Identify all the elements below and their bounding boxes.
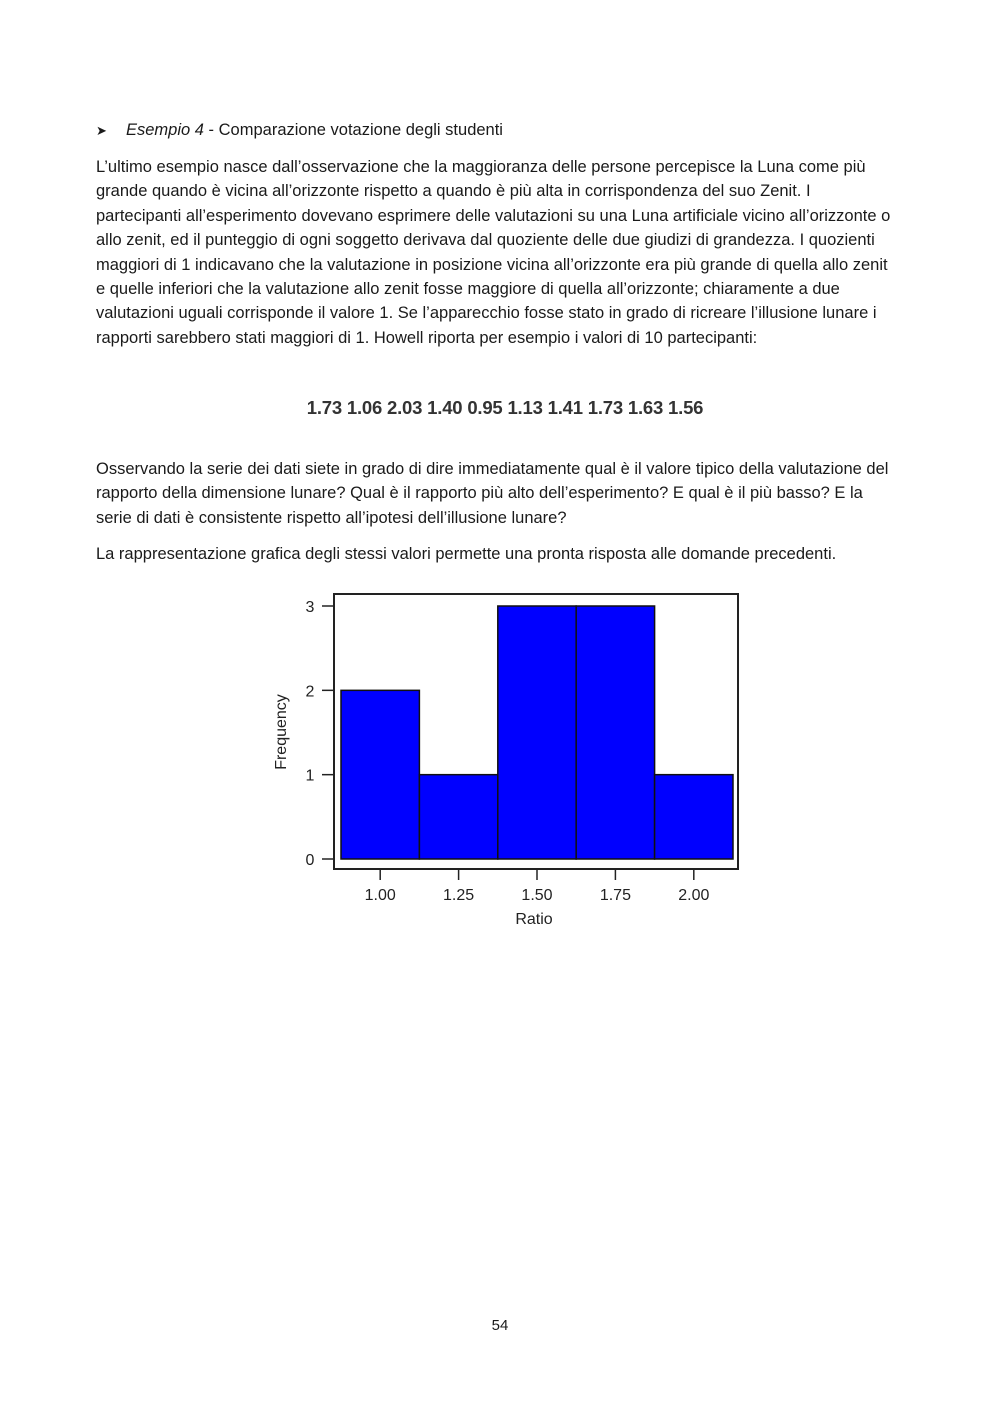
histogram-bar — [341, 690, 419, 859]
y-axis — [306, 599, 334, 869]
paragraph-intro: L’ultimo esempio nasce dall’osservazione che la maggioranza delle persone percepisce la Luna come più grande quando è vicina all’orizzonte rispetto a quando è più alta in corrispondenza del suo Zenit. I partecipanti all’esperimento dovevano esprimere delle valutazioni su una Luna artificiale vicino all’orizzonte o allo zenit, ed il punteggio di ogni soggetto derivava dal quoziente delle due giudizi di grandezza. I quozienti maggiori di 1 indicavano che la valutazione in posizione vicina all’orizzonte era più grande di quella allo zenit e quelle inferiori che la valutazione allo zenit fosse maggiore di quella all’orizzonte; chiaramente a due valutazioni uguali corrisponde il valore 1. Se l’apparecchio fosse stato in grado di ricreare l’illusione lunare i rapporti sarebbero stati maggiori di 1. Howell riporta per esempio i valori di 10 partecipanti: — [96, 158, 891, 347]
y-tick-label: 3 — [305, 599, 315, 616]
x-tick-label: 1.25 — [443, 887, 475, 904]
page-number: 54 — [491, 1317, 509, 1334]
x-tick-label: 1.75 — [599, 887, 631, 904]
paragraph-conclusion: La rappresentazione grafica degli stessi valori permette una pronta risposta alle domande precedenti. — [96, 545, 837, 563]
histogram-bar — [655, 775, 733, 859]
heading-text: - Comparazione votazione degli studenti — [203, 121, 503, 139]
histogram-chart — [256, 584, 756, 934]
y-axis-label: Frequency — [273, 694, 290, 770]
x-tick-label: 1.50 — [521, 887, 553, 904]
histogram-bar — [576, 606, 654, 859]
values-line: 1.73 1.06 2.03 1.40 0.95 1.13 1.41 1.73 1.63 1.56 — [306, 397, 704, 418]
x-tick-label: 2.00 — [678, 887, 710, 904]
arrowhead-bullet-icon: ➤ — [96, 123, 107, 138]
histogram-bar — [498, 606, 576, 859]
x-tick-label: 1.00 — [364, 887, 396, 904]
x-axis — [365, 869, 710, 904]
section-heading — [96, 119, 503, 142]
heading-italic: Esempio 4 — [126, 121, 204, 139]
y-tick-label: 2 — [305, 683, 315, 701]
histogram-bar — [419, 775, 497, 859]
y-tick-label: 0 — [305, 852, 315, 869]
paragraph-questions: Osservando la serie dei dati siete in grado di dire immediatamente qual è il valore tipico della valutazione del rapporto della dimensione lunare? Qual è il rapporto più alto dell’esperimento? E qual è il più basso? E la serie di dati è consistente rispetto all’ipotesi dell’illusione lunare? — [96, 460, 889, 527]
bars-group — [341, 606, 733, 859]
x-axis-label: Ratio — [515, 911, 553, 928]
y-tick-label: 1 — [305, 767, 315, 785]
